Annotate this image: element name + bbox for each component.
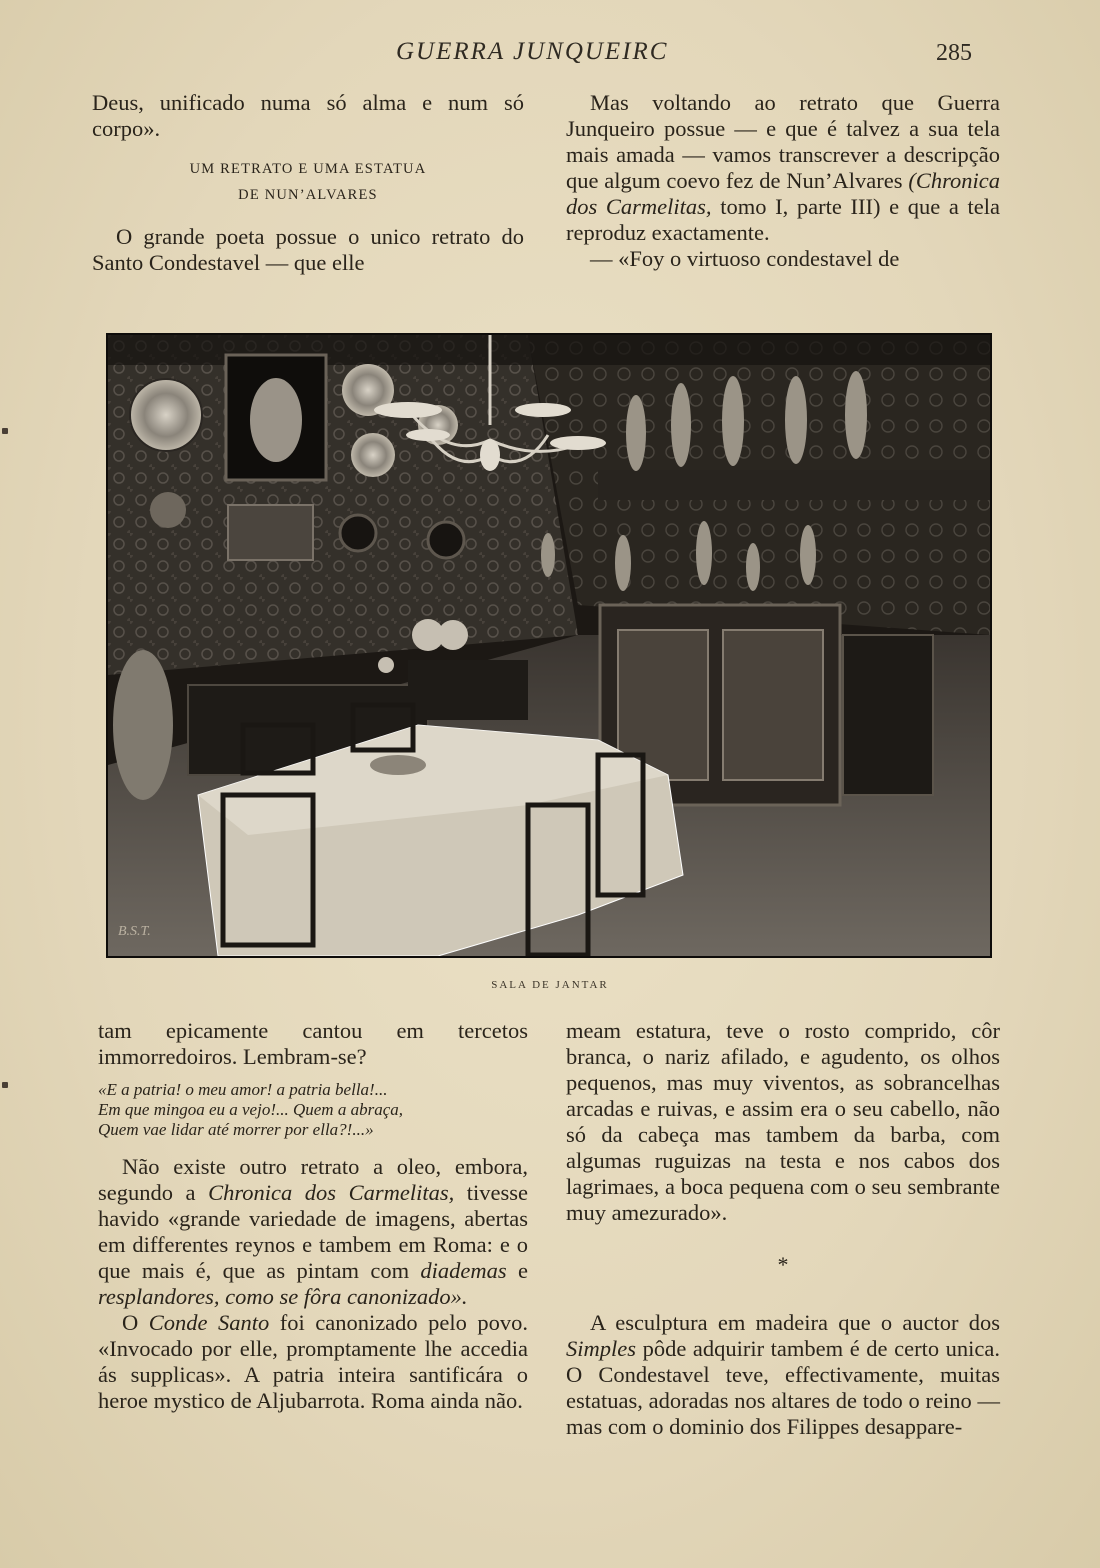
paragraph: — «Foy o virtuoso condestavel de (590, 246, 900, 271)
italic-run: Simples (566, 1336, 636, 1361)
standing-statue (113, 650, 173, 800)
section-heading (92, 156, 524, 208)
engraver-mark: B.S.T. (118, 924, 151, 939)
text-run: e (506, 1258, 528, 1283)
binding-hole (2, 428, 8, 434)
photograph-illustration (108, 335, 990, 956)
text-run: pôde adquirir tambem é de certo unica. O Condestavel teve, effectivamente, muitas estatuas, adoradas nos altares de todo o reino — mas com o dominio dos Filippes desappare- (566, 1336, 1000, 1439)
italic-run: (Chronica dos Carmelitas, (566, 168, 1000, 219)
text-run: foi canonizado pelo povo. «Invocado por elle, promptamente lhe accedia ás supplicas». A patria inteira santificára o heroe mystico de Aljubarrota. Roma ainda não. (98, 1310, 529, 1413)
italic-run: Chronica dos Carmelitas, (208, 1180, 455, 1205)
text-run: Mas voltando ao retrato que Guerra Junqueiro possue — e que é talvez a sua tela mais amada — vamos transcrever a descripção que algum coevo fez de Nun’Alvares (566, 90, 1000, 193)
text-run: tomo I, parte III) e que a tela reproduz exactamente. (566, 194, 1000, 245)
photograph-dining-room (106, 333, 992, 958)
text-run: A esculptura em madeira que o auctor dos (590, 1310, 1000, 1335)
paragraph: Deus, unificado numa só alma e num só corpo». (92, 90, 524, 141)
column-top-right (566, 90, 1000, 272)
paragraph: meam estatura, teve o rosto comprido, côr branca, o nariz afilado, e agudento, os olhos pequenos, mas muy viventos, as sobrancelhas arcadas e ruivas, e assim era o seu cabello, não só da cabeça mas tambem da barba, com algumas ruguizas na testa e nos cabos dos lagrimaes, a boca pequena com o seu sembrante muy amezurado». (566, 1018, 1000, 1225)
paragraph: O grande poeta possue o unico retrato do Santo Condestavel — que elle (92, 224, 524, 275)
statue-shelf (598, 470, 990, 500)
paragraph: tam epicamente cantou em tercetos immorredoiros. Lembram-se? (98, 1018, 528, 1069)
heading-line: UM RETRATO E UMA ESTATUA (189, 161, 427, 177)
binding-hole (2, 1082, 8, 1088)
verse-line: Em que mingoa eu a vejo!... Quem a abraça, (98, 1100, 403, 1119)
text-run: tivesse havido «grande variedade de imagens, abertas em differentes reynos e tambem em Roma: e o que mais é, que as pintam com (98, 1180, 528, 1283)
decorative-plate (351, 433, 395, 477)
table-flowers (370, 755, 426, 775)
running-title: GUERRA JUNQUEIRC (396, 38, 669, 65)
verse-line: «E a patria! o meu amor! a patria bella!... (98, 1080, 388, 1099)
column-bottom-right (566, 1018, 1000, 1440)
italic-run: Conde Santo (148, 1310, 270, 1335)
italic-run: resplandores, como se fôra canonizado». (98, 1284, 468, 1309)
decorative-plate (130, 379, 202, 451)
verse-line: Quem vae lidar até morrer por ella?!...» (98, 1120, 374, 1139)
section-asterism: * (777, 1252, 789, 1277)
text-run: Não existe outro retrato a oleo, embora, segundo a (98, 1154, 528, 1205)
italic-run: diademas (420, 1258, 507, 1283)
paragraph (566, 90, 1000, 246)
heading-line: DE NUN’ALVARES (238, 187, 378, 203)
column-bottom-left (98, 1018, 528, 1414)
high-back-chair (843, 635, 933, 795)
carved-panel (228, 505, 313, 560)
paragraph (98, 1310, 528, 1414)
decorative-plate (428, 522, 464, 558)
running-head (0, 38, 1100, 78)
decorative-plate (150, 492, 186, 528)
paragraph (98, 1154, 528, 1310)
page-number: 285 (936, 40, 972, 66)
figure-caption: SALA DE JANTAR (491, 979, 609, 991)
painting-figure (250, 378, 302, 462)
column-top-left (92, 90, 524, 276)
text-run: O (122, 1310, 149, 1335)
side-table (408, 660, 528, 720)
decorative-plate (340, 515, 376, 551)
verse-quote (98, 1080, 528, 1140)
paragraph (566, 1310, 1000, 1440)
